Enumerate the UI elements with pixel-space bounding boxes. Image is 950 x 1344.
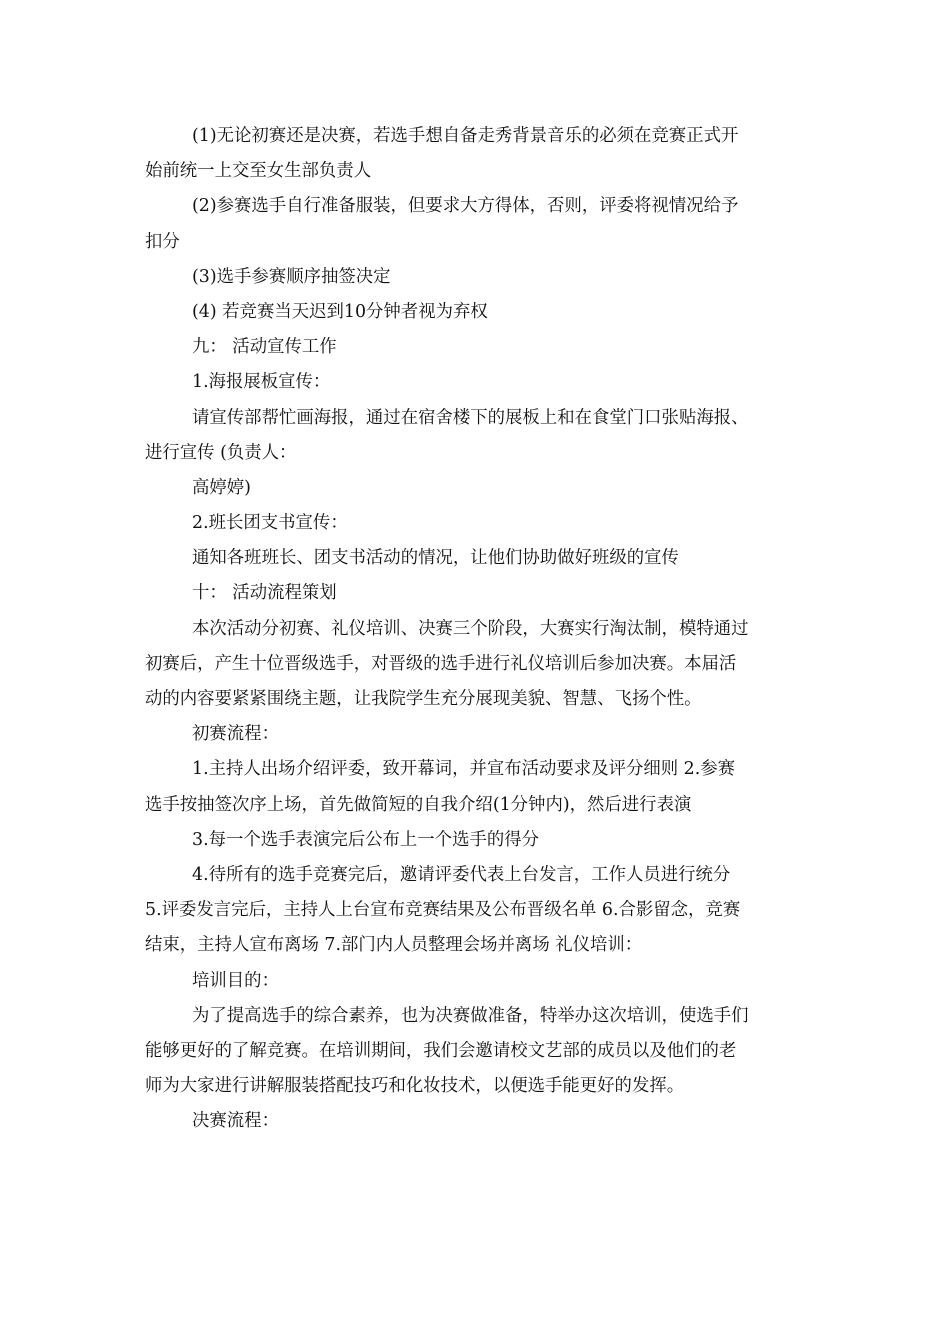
- subsection-heading: 1.海报展板宣传：: [192, 372, 331, 393]
- paragraph-line: (3)选手参赛顺序抽签决定: [192, 266, 391, 287]
- subsection-heading: 培训目的：: [192, 970, 279, 991]
- paragraph-line: 4.待所有的选手竞赛完后，邀请评委代表上台发言，工作人员进行统分: [192, 864, 731, 885]
- paragraph-line: 为了提高选手的综合素养，也为决赛做准备，特举办这次培训，使选手们: [192, 1005, 749, 1026]
- paragraph-line: 动的内容要紧紧围绕主题，让我院学生充分展现美貌、智慧、飞扬个性。: [145, 689, 702, 709]
- paragraph-line: 通知各班班长、团支书活动的情况，让他们协助做好班级的宣传: [192, 548, 679, 569]
- paragraph-line: 1.主持人出场介绍评委，致开幕词，并宣布活动要求及评分细则 2.参赛: [192, 759, 736, 780]
- paragraph-line: 3.每一个选手表演完后公布上一个选手的得分: [192, 829, 540, 850]
- paragraph-line: 结束，主持人宣布离场 7.部门内人员整理会场并离场 礼仪培训：: [145, 935, 643, 956]
- paragraph-line: 能够更好的了解竞赛。在培训期间，我们会邀请校文艺部的成员以及他们的老: [145, 1040, 737, 1061]
- paragraph-line: 选手按抽签次序上场，首先做简短的自我介绍(1分钟内)，然后进行表演: [145, 794, 692, 815]
- section-heading: 十： 活动流程策划: [192, 583, 337, 604]
- subsection-heading: 决赛流程：: [192, 1111, 279, 1132]
- paragraph-line: 扣分: [145, 231, 180, 252]
- paragraph-line: (4) 若竞赛当天迟到10分钟者视为弃权: [192, 301, 488, 322]
- document-page: [145, 119, 813, 1139]
- section-heading: 九： 活动宣传工作: [192, 337, 337, 358]
- paragraph-line: 始前统一上交至女生部负责人: [145, 161, 372, 182]
- paragraph-line: 进行宣传 (负责人：: [145, 442, 297, 463]
- paragraph-line: 5.评委发言完后，主持人上台宣布竞赛结果及公布晋级名单 6.合影留念，竞赛: [145, 900, 741, 921]
- subsection-heading: 2.班长团支书宣传：: [192, 513, 348, 534]
- paragraph-line: 高婷婷): [192, 477, 251, 498]
- paragraph-line: 请宣传部帮忙画海报，通过在宿舍楼下的展板上和在食堂门口张贴海报、: [192, 407, 749, 428]
- paragraph-line: 师为大家进行讲解服装搭配技巧和化妆技术，以便选手能更好的发挥。: [145, 1076, 685, 1097]
- paragraph-line: (2)参赛选手自行准备服装，但要求大方得体，否则，评委将视情况给予: [192, 196, 739, 217]
- paragraph-line: 本次活动分初赛、礼仪培训、决赛三个阶段，大赛实行淘汰制，模特通过: [192, 618, 749, 639]
- paragraph-line: 初赛后，产生十位晋级选手，对晋级的选手进行礼仪培训后参加决赛。本届活: [145, 653, 737, 674]
- subsection-heading: 初赛流程：: [192, 724, 279, 745]
- paragraph-line: (1)无论初赛还是决赛，若选手想自备走秀背景音乐的必须在竞赛正式开: [192, 126, 739, 146]
